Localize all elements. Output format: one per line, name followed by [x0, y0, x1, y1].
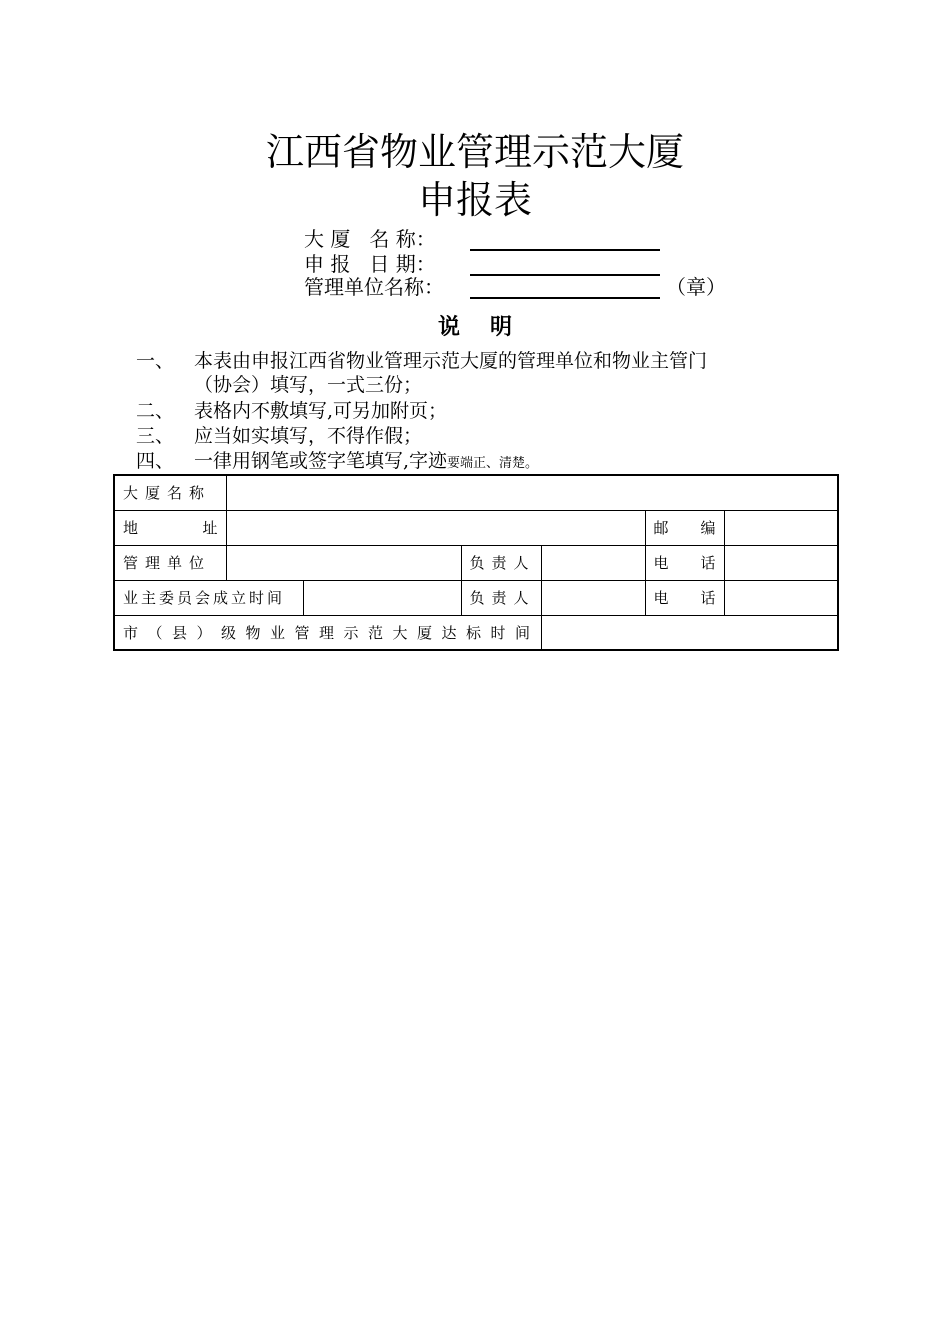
note-number: 三、: [136, 425, 175, 447]
date-label: 申 报 日 期：: [304, 252, 436, 276]
note-text: 本表由申报江西省物业管理示范大厦的管理单位和物业主管门: [194, 350, 708, 372]
notes-heading: 说明: [437, 315, 542, 340]
note-number: 二、: [136, 400, 175, 422]
seal-label: （章）: [666, 275, 726, 299]
person-in-charge-label: 负责人: [461, 545, 541, 580]
address-input[interactable]: [226, 510, 645, 545]
note-number: 一、: [136, 350, 175, 372]
person-in-charge-label-2: 负责人: [461, 580, 541, 615]
address-cell-label: 地 址: [114, 510, 226, 545]
phone-cell-label: 电 话: [645, 545, 724, 580]
note-text: 一律用钢笔或签字笔填写,字迹要端正、清楚。: [194, 450, 539, 472]
note-text: 应当如实填写，不得作假；: [194, 425, 423, 447]
phone-cell-label-2: 电 话: [645, 580, 724, 615]
mgmt-unit-blank[interactable]: [470, 277, 660, 299]
postcode-cell-label: 邮 编: [645, 510, 724, 545]
note-number: 四、: [136, 450, 175, 472]
note-small-text: 要端正、清楚。: [447, 456, 539, 471]
page-subtitle: 申报表: [417, 178, 532, 222]
mgmt-unit-label: 管理单位名称：: [304, 275, 444, 299]
note-text: （协会）填写，一式三份；: [194, 374, 423, 396]
person-in-charge-input[interactable]: [541, 545, 645, 580]
application-form-table: [113, 474, 839, 651]
postcode-input[interactable]: [724, 510, 838, 545]
note-item-1-cont: [194, 373, 422, 397]
building-name-cell-label: 大厦名称: [114, 475, 226, 510]
person-in-charge-input-2[interactable]: [541, 580, 645, 615]
owners-committee-date-label: 业主委员会成立时间: [114, 580, 303, 615]
building-name-blank[interactable]: [470, 229, 660, 251]
building-name-field: [304, 227, 660, 251]
table-row: [114, 580, 838, 615]
table-row: [114, 510, 838, 545]
date-field: [304, 252, 660, 276]
phone-input[interactable]: [724, 545, 838, 580]
owners-committee-date-input[interactable]: [303, 580, 461, 615]
table-row: [114, 475, 838, 510]
mgmt-unit-field: [304, 275, 726, 299]
city-standard-date-input[interactable]: [541, 615, 838, 650]
table-row: [114, 615, 838, 650]
page-title: 江西省物业管理示范大厦: [265, 130, 684, 174]
date-blank[interactable]: [470, 254, 660, 276]
mgmt-unit-input[interactable]: [226, 545, 461, 580]
note-text: 表格内不敷填写,可另加附页；: [194, 400, 448, 422]
building-name-label: 大 厦 名 称：: [304, 227, 436, 251]
table-row: [114, 545, 838, 580]
mgmt-unit-cell-label: 管理单位: [114, 545, 226, 580]
building-name-input[interactable]: [226, 475, 838, 510]
phone-input-2[interactable]: [724, 580, 838, 615]
city-standard-date-label: 市（县）级物业管理示范大厦达标时间: [114, 615, 541, 650]
